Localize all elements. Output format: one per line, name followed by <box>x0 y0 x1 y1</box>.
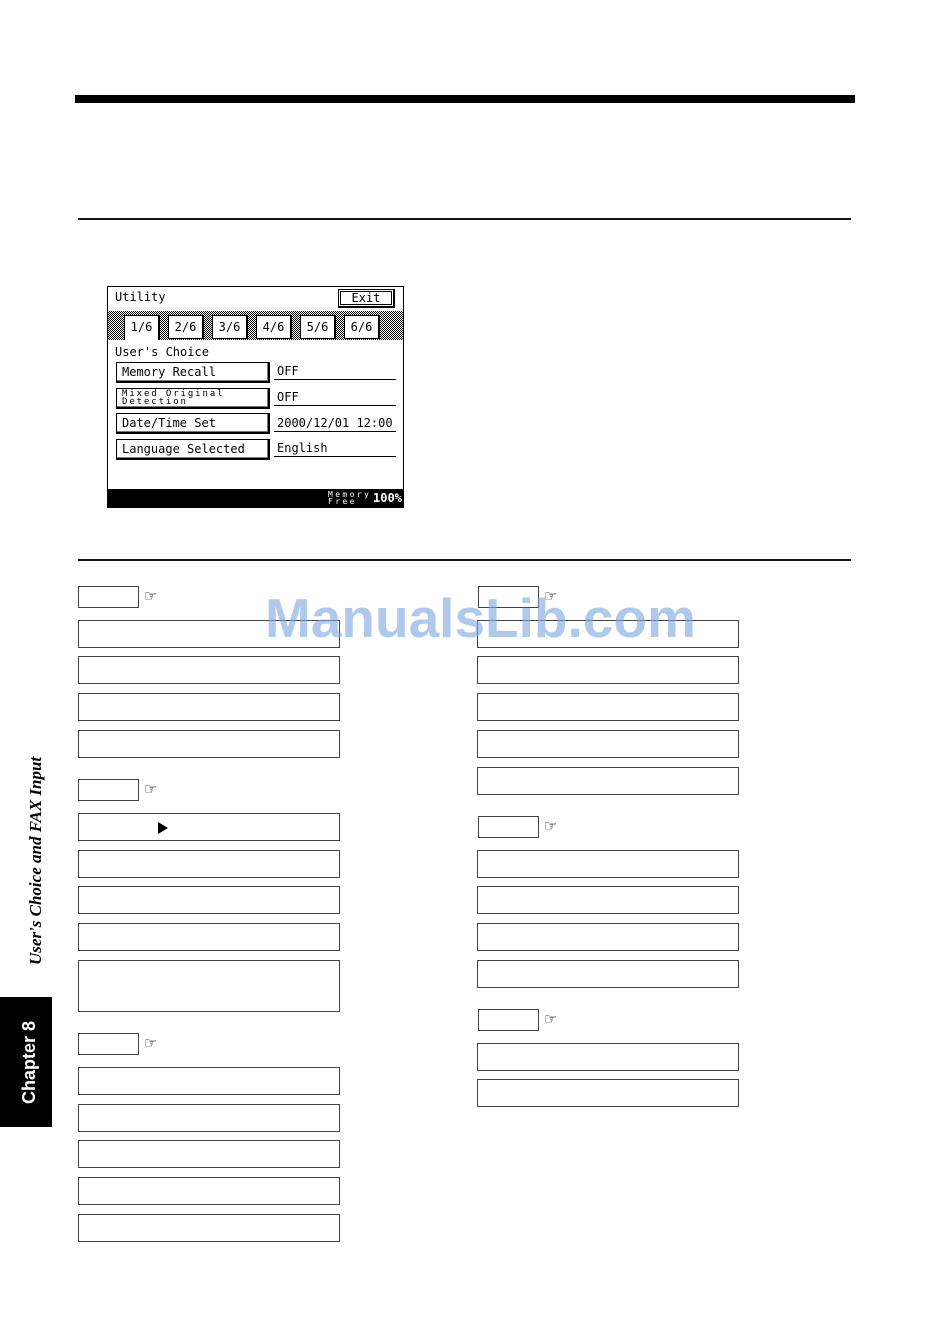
mixed-original-detection-button <box>116 388 270 409</box>
list-item <box>477 730 739 758</box>
list-item <box>78 1104 340 1132</box>
list-item <box>477 923 739 951</box>
section-rule-top <box>78 218 851 220</box>
pointing-hand-icon <box>144 780 157 798</box>
memory-recall-value: OFF <box>274 364 396 380</box>
tab-5-of-6: 5/6 <box>300 315 336 339</box>
memory-free-value: 100% <box>373 491 402 505</box>
list-item <box>78 813 340 841</box>
panel-title: Utility <box>115 290 166 304</box>
tab-2-of-6: 2/6 <box>168 315 204 339</box>
list-item <box>477 656 739 684</box>
date-time-set-button: Date/Time Set <box>116 413 270 434</box>
list-item <box>477 1043 739 1071</box>
reference-box <box>478 1009 539 1031</box>
memory-recall-button: Memory Recall <box>116 362 270 383</box>
language-selected-button: Language Selected <box>116 439 270 460</box>
list-item <box>477 886 739 914</box>
section-label: User's Choice <box>115 345 209 359</box>
list-item <box>78 850 340 878</box>
side-section-title: User's Choice and FAX Input <box>26 756 45 966</box>
list-item <box>78 923 340 951</box>
header-bar <box>75 95 855 103</box>
list-item <box>78 1177 340 1205</box>
list-item <box>78 693 340 721</box>
chapter-label: Chapter 8 <box>19 1020 39 1104</box>
reference-box <box>478 816 539 838</box>
utility-panel <box>107 286 404 508</box>
list-item <box>477 693 739 721</box>
pointing-hand-icon <box>544 1010 557 1028</box>
watermark: ManualsLib.com <box>265 587 696 649</box>
list-item <box>78 656 340 684</box>
list-item <box>78 886 340 914</box>
list-item <box>78 1214 340 1242</box>
tab-4-of-6: 4/6 <box>256 315 292 339</box>
date-time-value: 2000/12/01 12:00 <box>274 416 396 432</box>
exit-button: Exit <box>338 289 395 308</box>
pointing-hand-icon <box>144 1034 157 1052</box>
list-item <box>78 1140 340 1168</box>
button-label-line-2: Detection <box>122 397 188 407</box>
list-item <box>477 1079 739 1107</box>
reference-box <box>78 586 139 608</box>
list-item <box>78 1067 340 1095</box>
list-item <box>78 960 340 1012</box>
reference-box <box>78 779 139 801</box>
memory-label-line-2: Free <box>328 497 357 506</box>
section-rule-bottom <box>78 559 851 561</box>
list-item <box>477 960 739 988</box>
list-item <box>477 767 739 795</box>
language-value: English <box>274 441 396 457</box>
list-item <box>78 730 340 758</box>
play-arrow-icon <box>158 822 168 834</box>
tab-6-of-6: 6/6 <box>344 315 380 339</box>
list-item <box>477 850 739 878</box>
reference-box <box>78 1033 139 1055</box>
tab-3-of-6: 3/6 <box>212 315 248 339</box>
button-label-line-1: Mixed Original <box>122 389 225 399</box>
chapter-tab <box>0 997 52 1127</box>
pointing-hand-icon <box>144 587 157 605</box>
mixed-original-detection-value: OFF <box>274 390 396 406</box>
pointing-hand-icon <box>544 817 557 835</box>
tab-1-of-6: 1/6 <box>124 315 160 340</box>
memory-label-line-1: Memory <box>328 490 372 499</box>
status-bar <box>108 489 403 508</box>
memory-free-label <box>328 491 371 505</box>
